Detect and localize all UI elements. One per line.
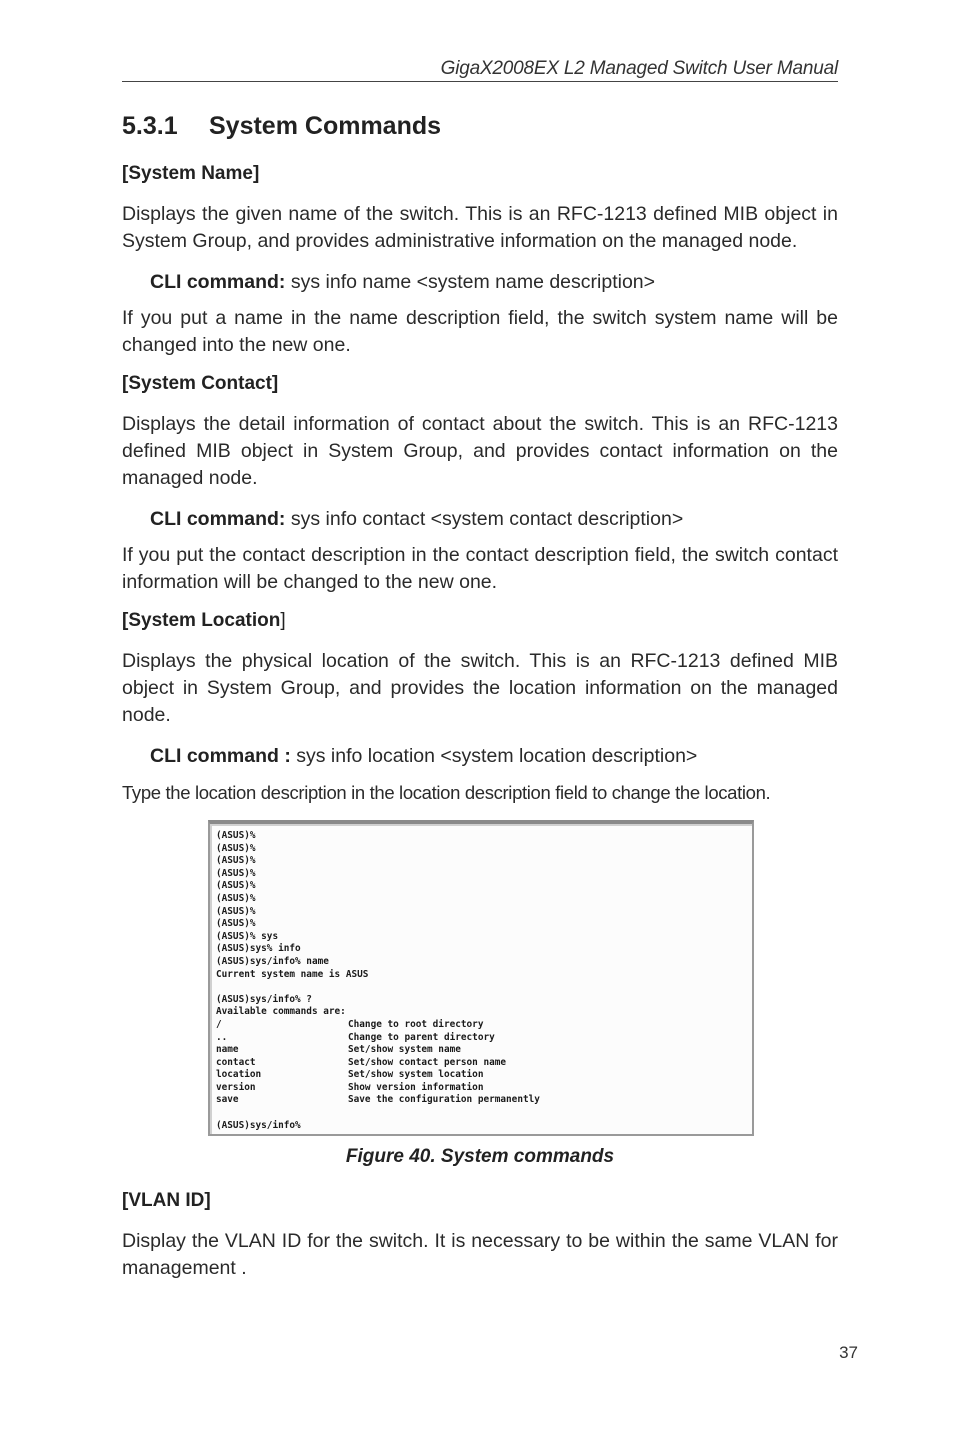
terminal-line	[216, 893, 746, 906]
terminal-line	[216, 843, 746, 856]
terminal-line	[216, 918, 746, 931]
terminal-command: (ASUS)sys/info% ?	[216, 993, 312, 1005]
cli-label: CLI command:	[150, 508, 286, 530]
system-location-cli	[122, 743, 838, 769]
cli-text: sys info name <system name description>	[285, 271, 656, 293]
terminal-line	[216, 906, 746, 919]
terminal-command: (ASUS)sys/info%	[216, 1119, 301, 1131]
cli-label: CLI command:	[150, 271, 286, 293]
terminal-command: (ASUS)%	[216, 830, 256, 841]
header-rule	[122, 81, 838, 82]
terminal-line	[216, 1107, 746, 1120]
section-title-text: System Commands	[209, 112, 442, 140]
system-location-description: Displays the physical location of the switch. This is an RFC-1213 defined MIB object in System Group, and provides the location information on the managed node.	[122, 650, 838, 726]
system-name-heading: [System Name]	[122, 163, 260, 184]
running-header: GigaX2008EX L2 Managed Switch User Manual	[440, 58, 838, 79]
terminal-line	[216, 1057, 746, 1070]
system-contact-cli	[122, 506, 838, 532]
system-location-note: Type the location description in the location description field to change the location.	[122, 782, 771, 803]
terminal-command: Available commands are:	[216, 1006, 346, 1018]
terminal-line	[216, 868, 746, 881]
vlan-id-heading: [VLAN ID]	[122, 1190, 211, 1211]
system-contact-description: Displays the detail information of contact about the switch. This is an RFC-1213 defined MIB object in System Group, and provides contact information on the managed node.	[122, 413, 838, 489]
terminal-command: (ASUS)%	[216, 842, 256, 854]
terminal-command: save	[216, 1094, 239, 1106]
terminal-command: (ASUS)%	[216, 855, 256, 867]
terminal-line	[216, 931, 746, 944]
terminal-line	[216, 943, 746, 956]
section-number: 5.3.1	[122, 112, 178, 140]
terminal-line	[216, 956, 746, 969]
figure-caption: Figure 40. System commands	[345, 1146, 615, 1167]
system-name-note: If you put a name in the name description field, the switch system name will be changed into the new one.	[122, 307, 838, 356]
system-contact-note: If you put the contact description in the contact description field, the switch contact information will be changed to the new one.	[122, 544, 838, 593]
terminal-line	[216, 1019, 746, 1032]
terminal-command: location	[216, 1069, 262, 1081]
figure-40	[208, 820, 754, 1136]
terminal-command: (ASUS)%	[216, 905, 256, 917]
terminal-line	[216, 994, 746, 1007]
terminal-description: Set/show system location	[348, 1069, 484, 1081]
terminal-command: name	[216, 1044, 239, 1056]
terminal-command: (ASUS)%	[216, 867, 256, 879]
section-title	[122, 112, 838, 141]
terminal-command: (ASUS)sys/info% name	[216, 955, 329, 967]
system-location-heading-bold: [System Location	[122, 610, 281, 631]
terminal-line	[216, 830, 746, 843]
cli-label: CLI command :	[150, 745, 291, 767]
terminal-line	[216, 1006, 746, 1019]
terminal-command: (ASUS)%	[216, 918, 256, 930]
terminal-description: Set/show system name	[348, 1044, 461, 1056]
terminal-command: /	[216, 1018, 222, 1030]
page-number: 37	[839, 1343, 858, 1362]
terminal-command: (ASUS)% sys	[216, 930, 279, 942]
terminal-command: (ASUS)%	[216, 880, 256, 892]
terminal-screenshot	[208, 820, 754, 1136]
system-name-description: Displays the given name of the switch. This is an RFC-1213 defined MIB object in System Group, and provides administrative information on the managed node.	[122, 203, 838, 252]
terminal-command: (ASUS)sys% info	[216, 943, 301, 955]
terminal-description: Change to parent directory	[348, 1031, 495, 1043]
terminal-line	[216, 1069, 746, 1082]
terminal-line	[216, 1082, 746, 1095]
system-location-heading-tail: ]	[280, 610, 286, 631]
terminal-line	[216, 1120, 746, 1133]
terminal-line	[216, 1094, 746, 1107]
terminal-command: Current system name is ASUS	[216, 968, 369, 980]
vlan-id-description: Display the VLAN ID for the switch. It is necessary to be within the same VLAN for management .	[122, 1230, 838, 1279]
system-contact-heading: [System Contact]	[122, 373, 279, 394]
terminal-command: contact	[216, 1056, 256, 1068]
terminal-line	[216, 1044, 746, 1057]
cli-text: sys info contact <system contact description>	[285, 508, 684, 530]
page-content	[122, 112, 838, 1296]
system-name-cli	[122, 269, 838, 295]
terminal-command: (ASUS)%	[216, 892, 256, 904]
cli-text: sys info location <system location description>	[290, 745, 698, 767]
terminal-line	[216, 880, 746, 893]
terminal-command: ..	[216, 1031, 228, 1043]
system-location-heading	[122, 610, 838, 632]
terminal-description: Show version information	[348, 1081, 484, 1093]
terminal-line	[216, 981, 746, 994]
terminal-description: Set/show contact person name	[348, 1056, 507, 1068]
terminal-command: version	[216, 1081, 256, 1093]
terminal-line	[216, 1032, 746, 1045]
terminal-line	[216, 855, 746, 868]
terminal-description: Save the configuration permanently	[348, 1094, 540, 1106]
terminal-line	[216, 969, 746, 982]
terminal-description: Change to root directory	[348, 1018, 484, 1030]
